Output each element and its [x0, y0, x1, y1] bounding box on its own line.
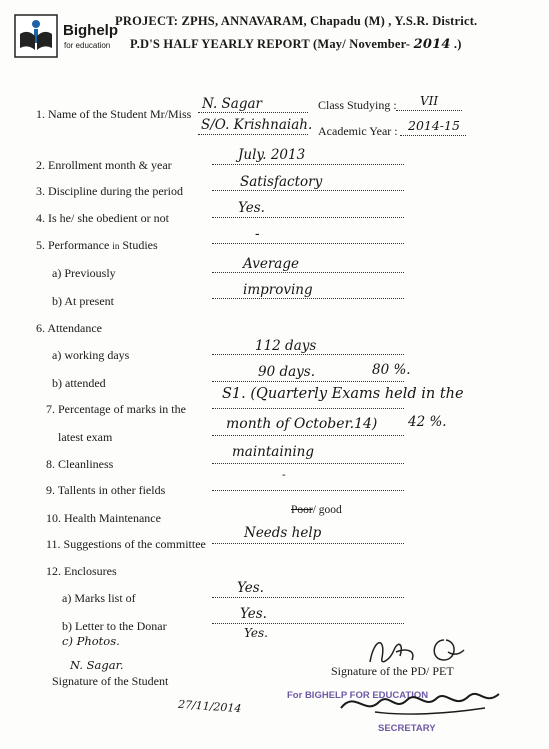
bighelp-logo-icon [14, 14, 58, 58]
student-signature-name: N. Sagar. [70, 658, 124, 672]
class-label: Class Studying : [318, 98, 397, 112]
at-present-label: b) At present [52, 294, 114, 308]
obedient-value: Yes. [238, 200, 265, 216]
performance-label-studies: Studies [122, 238, 158, 252]
enrollment-label: 2. Enrollment month & year [36, 158, 172, 172]
signature-date: 27/11/2014 [177, 697, 242, 716]
stamp-organization: For BIGHELP FOR EDUCATION [287, 690, 429, 701]
marks-value-line1: S1. (Quarterly Exams held in the [222, 386, 464, 402]
enclosures-label: 12. Enclosures [46, 564, 117, 578]
latest-exam-label: latest exam [58, 430, 113, 444]
previously-label: a) Previously [52, 266, 116, 280]
secretary-signature-icon [335, 686, 505, 720]
name-label: 1. Name of the Student Mr/Miss [36, 107, 192, 121]
project-heading: PROJECT: ZPHS, ANNAVARAM, Chapadu (M) , Y.S.R. District. [115, 14, 478, 28]
marks-list-value: Yes. [237, 580, 264, 596]
discipline-label: 3. Discipline during the period [36, 184, 183, 198]
report-title-prefix: P.D'S HALF YEARLY REPORT (May/ November- [130, 37, 411, 51]
obedient-label: 4. Is he/ she obedient or not [36, 211, 169, 225]
logo-tagline: for education [64, 41, 111, 50]
marks-list-label: a) Marks list of [62, 591, 136, 605]
enrollment-value: July. 2013 [238, 147, 306, 163]
logo-name: Bighelp [63, 22, 118, 39]
report-title-suffix: .) [453, 37, 462, 51]
health-struck-option: Poor [291, 504, 313, 516]
academic-year-label: Academic Year : [318, 124, 398, 138]
suggestions-value: Needs help [244, 525, 322, 541]
performance-label-in: in [112, 241, 120, 251]
performance-label-text: 5. Performance [36, 238, 110, 252]
marks-percent: 42 %. [408, 414, 447, 430]
health-value [291, 504, 342, 516]
report-title-year: 2014 [413, 37, 451, 52]
marks-value-line2: month of October.14) [226, 416, 378, 432]
talents-label: 9. Tallents in other fields [46, 483, 166, 497]
marks-percentage-label: 7. Percentage of marks in the [46, 402, 186, 416]
photos-label: c) Photos. [62, 634, 120, 648]
performance-value: - [255, 226, 260, 242]
suggestions-label: 11. Suggestions of the committee [46, 537, 206, 551]
class-value: VII [420, 94, 439, 108]
report-title [130, 37, 462, 52]
stamp-role: SECRETARY [378, 723, 436, 734]
at-present-value: improving [243, 282, 313, 298]
performance-label [36, 238, 158, 253]
name-value: N. Sagar [202, 96, 262, 112]
letter-value: Yes. [240, 606, 267, 622]
letter-label: b) Letter to the Donar [62, 619, 167, 633]
student-signature-label: Signature of the Student [52, 674, 169, 688]
health-label: 10. Health Maintenance [46, 511, 161, 525]
working-days-label: a) working days [52, 348, 130, 362]
discipline-value: Satisfactory [240, 174, 323, 190]
academic-year-value: 2014-15 [408, 118, 460, 133]
attended-percent: 80 %. [372, 362, 411, 378]
cleanliness-label: 8. Cleanliness [46, 457, 114, 471]
previously-value: Average [243, 256, 299, 272]
pd-signature-label: Signature of the PD/ PET [331, 664, 454, 678]
attended-label: b) attended [52, 376, 106, 390]
talents-value: - [282, 468, 286, 481]
photos-value: Yes. [244, 626, 268, 640]
health-selected-option: / good [312, 504, 342, 516]
attended-value: 90 days. [258, 364, 316, 380]
attendance-label: 6. Attendance [36, 321, 102, 335]
father-name-value: S/O. Krishnaiah. [201, 117, 313, 133]
cleanliness-value: maintaining [232, 444, 315, 460]
working-days-value: 112 days [255, 338, 317, 354]
